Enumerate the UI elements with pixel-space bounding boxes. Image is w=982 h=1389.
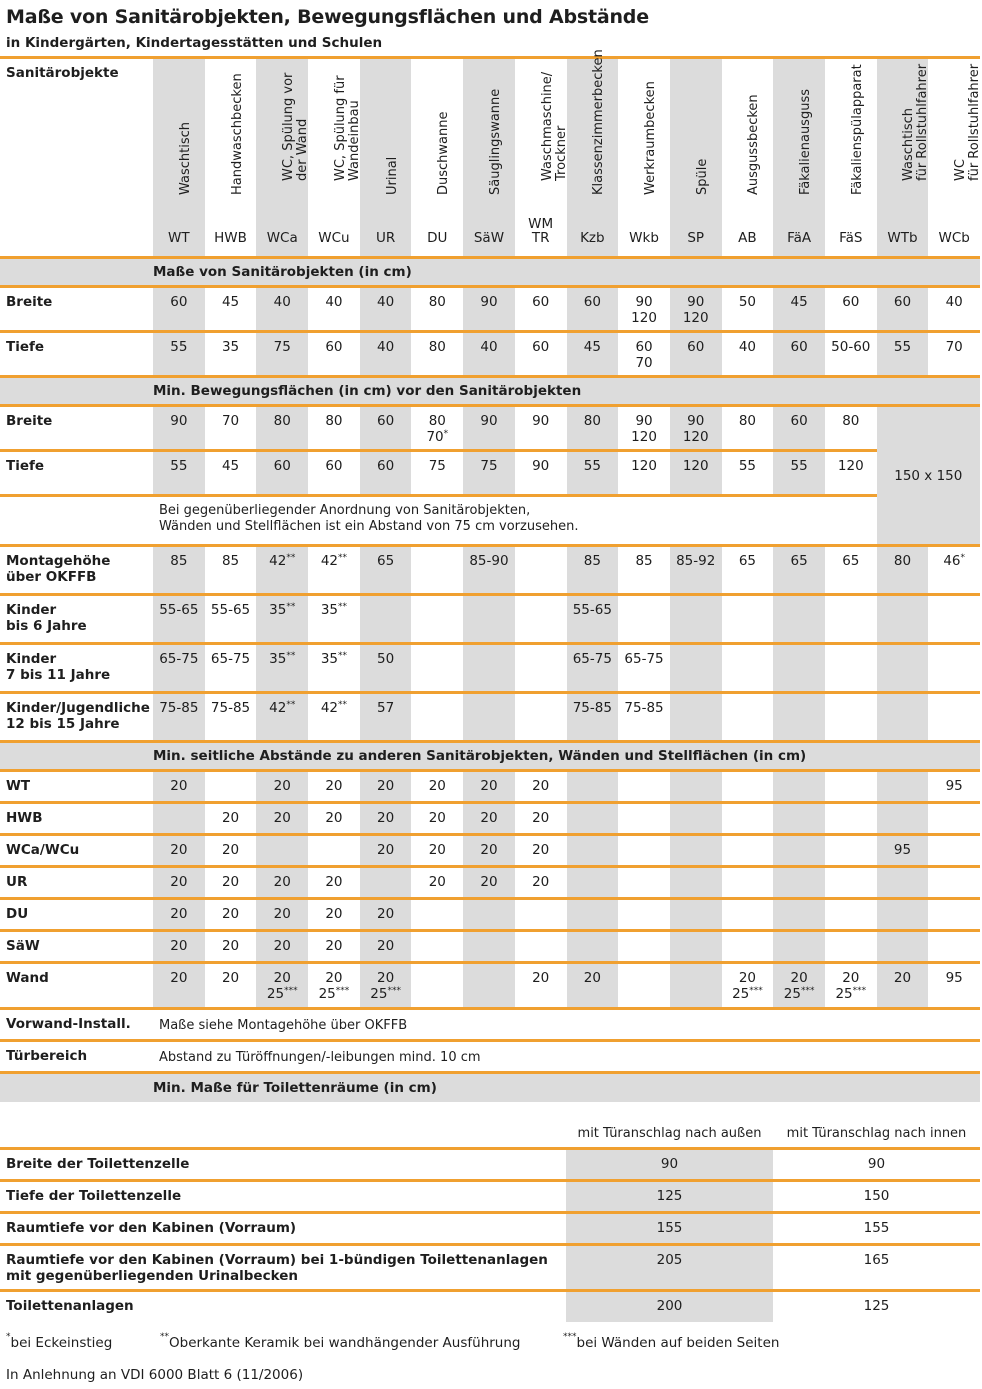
column-header: Ausgussbecken AB	[722, 58, 774, 258]
cell: 20	[463, 867, 515, 899]
toilet-row: Raumtiefe vor den Kabinen (Vorraum) 155 155	[0, 1212, 980, 1244]
column-header: Fäkalienausguss FäA	[773, 58, 825, 258]
tuer-label: Türbereich	[0, 1041, 153, 1073]
cell: 20	[308, 803, 360, 835]
column-header: Duschwanne DU	[411, 58, 463, 258]
cell: 60	[308, 332, 360, 377]
column-header: Säuglingswanne SäW	[463, 58, 515, 258]
cell	[825, 867, 877, 899]
cell	[463, 595, 515, 644]
cell: 75-85	[205, 693, 257, 742]
tuer-text: Abstand zu Türöffnungen/-leibungen mind. 10 cm	[153, 1041, 980, 1073]
cell: 20	[308, 867, 360, 899]
cell: 20	[205, 867, 257, 899]
sanitary-table	[0, 49, 982, 1102]
cell: 42**	[256, 546, 308, 595]
cell	[411, 931, 463, 963]
cell: 95	[928, 771, 980, 803]
toilet-row: Breite der Toilettenzelle 90 90	[0, 1148, 980, 1180]
cell: 20	[205, 899, 257, 931]
cell	[773, 899, 825, 931]
cell	[928, 595, 980, 644]
page-title: Maße von Sanitärobjekten, Bewegungsflächen und Abstände	[6, 6, 649, 28]
masse-row	[0, 287, 980, 332]
cell: 40	[722, 332, 774, 377]
cell: 65	[722, 546, 774, 595]
cell: 45	[205, 287, 257, 332]
cell	[463, 693, 515, 742]
cell: 60	[515, 287, 567, 332]
cell	[463, 931, 515, 963]
cell	[618, 867, 670, 899]
footnote-2: **Oberkante Keramik bei wandhängender Ausführung	[160, 1332, 521, 1351]
cell: 20 25***	[360, 963, 412, 1009]
cell: 20 25***	[308, 963, 360, 1009]
cell: 65-75	[567, 644, 619, 693]
cell	[825, 771, 877, 803]
toilet-header: mit Türanschlag nach außen	[566, 1118, 773, 1148]
column-header: Klassenzimmerbecken Kzb	[567, 58, 619, 258]
cell	[515, 644, 567, 693]
cell: 20	[153, 931, 205, 963]
distance-row	[0, 771, 980, 803]
cell: 85	[567, 546, 619, 595]
cell	[411, 546, 463, 595]
cell	[308, 835, 360, 867]
cell: 80	[877, 546, 929, 595]
cell: 35**	[256, 595, 308, 644]
cell: 20	[360, 931, 412, 963]
masse-row	[0, 332, 980, 377]
cell: 90 120	[670, 287, 722, 332]
cell	[670, 803, 722, 835]
cell: 60	[515, 332, 567, 377]
cell	[773, 835, 825, 867]
cell	[877, 693, 929, 742]
cell	[205, 771, 257, 803]
cell	[670, 835, 722, 867]
cell	[825, 899, 877, 931]
cell: 75-85	[153, 693, 205, 742]
distance-row	[0, 931, 980, 963]
cell: 60	[567, 287, 619, 332]
cell: 20	[463, 835, 515, 867]
cell: 40	[463, 332, 515, 377]
cell: 20	[153, 771, 205, 803]
cell: 50	[722, 287, 774, 332]
cell: 40	[308, 287, 360, 332]
cell	[825, 835, 877, 867]
cell	[515, 693, 567, 742]
cell: 42**	[256, 693, 308, 742]
cell	[567, 803, 619, 835]
cell: 20	[515, 803, 567, 835]
cell: 42**	[308, 693, 360, 742]
cell: 20	[205, 963, 257, 1009]
bewegung-row: Breite 90 70 80 80 60 80 70* 90 90 80 90 120 90 120 80 60 80 150 x 150	[0, 406, 980, 451]
cell: 20	[515, 835, 567, 867]
cell	[256, 835, 308, 867]
cell: 20	[153, 963, 205, 1009]
cell	[463, 963, 515, 1009]
cell	[877, 803, 929, 835]
cell: 20	[308, 899, 360, 931]
row-label: WCa/WCu	[0, 835, 153, 867]
cell: 20	[256, 867, 308, 899]
cell	[411, 595, 463, 644]
cell: 80	[411, 332, 463, 377]
cell	[722, 771, 774, 803]
cell: 40	[928, 287, 980, 332]
row-label: Kinder bis 6 Jahre	[0, 595, 153, 644]
row-label: Montagehöhe über OKFFB	[0, 546, 153, 595]
footnote-1: *bei Eckeinstieg	[6, 1332, 113, 1351]
cell	[877, 867, 929, 899]
cell	[877, 771, 929, 803]
cell	[411, 899, 463, 931]
cell: 20	[308, 771, 360, 803]
cell	[928, 835, 980, 867]
cell: 20	[256, 803, 308, 835]
cell: 20	[463, 771, 515, 803]
cell	[567, 771, 619, 803]
cell: 65-75	[153, 644, 205, 693]
column-header: WC, Spülung vor der Wand WCa	[256, 58, 308, 258]
cell: 20	[360, 803, 412, 835]
distance-row	[0, 835, 980, 867]
source-note: In Anlehnung an VDI 6000 Blatt 6 (11/2006)	[6, 1367, 304, 1383]
cell	[722, 899, 774, 931]
cell	[825, 803, 877, 835]
cell	[670, 644, 722, 693]
cell: 60	[825, 287, 877, 332]
cell: 20	[411, 771, 463, 803]
cell: 65-75	[205, 644, 257, 693]
row-label: Tiefe	[0, 332, 153, 377]
bewegung-row: Tiefe 55 45 60 60 60 75 75 90 55 120 120 55 55 120	[0, 451, 980, 496]
column-header: Spüle SP	[670, 58, 722, 258]
cell	[618, 899, 670, 931]
cell	[411, 693, 463, 742]
cell: 57	[360, 693, 412, 742]
cell: 85	[205, 546, 257, 595]
row-label: UR	[0, 867, 153, 899]
cell: 20 25***	[256, 963, 308, 1009]
cell	[825, 644, 877, 693]
cell: 20	[205, 931, 257, 963]
cell	[360, 595, 412, 644]
cell: 20 25***	[722, 963, 774, 1009]
toilet-row: Toilettenanlagen 200 125	[0, 1290, 980, 1322]
cell	[670, 595, 722, 644]
cell: 35	[205, 332, 257, 377]
cell: 50	[360, 644, 412, 693]
cell: 65	[825, 546, 877, 595]
cell: 20	[360, 771, 412, 803]
cell	[825, 693, 877, 742]
cell	[670, 963, 722, 1009]
cell	[153, 803, 205, 835]
column-header: WC, Spülung für Wandeinbau WCu	[308, 58, 360, 258]
cell	[515, 899, 567, 931]
toilet-header: mit Türanschlag nach innen	[773, 1118, 980, 1148]
cell	[618, 771, 670, 803]
height-row	[0, 644, 980, 693]
cell: 20	[205, 835, 257, 867]
cell	[515, 931, 567, 963]
cell: 20	[877, 963, 929, 1009]
cell: 75-85	[567, 693, 619, 742]
toilet-row: Tiefe der Toilettenzelle 125 150	[0, 1180, 980, 1212]
cell: 20	[515, 771, 567, 803]
cell: 80	[411, 287, 463, 332]
cell: 20	[411, 835, 463, 867]
cell	[722, 595, 774, 644]
row-label: Kinder/Jugendliche 12 bis 15 Jahre	[0, 693, 153, 742]
cell: 50-60	[825, 332, 877, 377]
cell	[722, 931, 774, 963]
cell: 46*	[928, 546, 980, 595]
row-label: HWB	[0, 803, 153, 835]
cell: 60	[877, 287, 929, 332]
distance-row	[0, 899, 980, 931]
cell	[515, 546, 567, 595]
cell	[722, 867, 774, 899]
cell: 60	[670, 332, 722, 377]
cell	[463, 899, 515, 931]
cell	[463, 644, 515, 693]
row-label: Kinder 7 bis 11 Jahre	[0, 644, 153, 693]
cell	[773, 803, 825, 835]
cell	[928, 693, 980, 742]
cell: 35**	[308, 595, 360, 644]
cell: 35**	[256, 644, 308, 693]
cell	[360, 867, 412, 899]
column-header: Urinal UR	[360, 58, 412, 258]
section-toilette: Min. Maße für Toilettenräume (in cm)	[153, 1073, 980, 1102]
cell	[877, 644, 929, 693]
column-header: Waschtisch WT	[153, 58, 205, 258]
cell: 20	[515, 963, 567, 1009]
cell: 65-75	[618, 644, 670, 693]
cell	[567, 835, 619, 867]
column-header: Werkraumbecken Wkb	[618, 58, 670, 258]
cell: 40	[256, 287, 308, 332]
column-header: Waschmaschine/ Trockner WM TR	[515, 58, 567, 258]
cell: 20	[153, 835, 205, 867]
cell: 20 25***	[825, 963, 877, 1009]
cell	[618, 803, 670, 835]
cell	[722, 835, 774, 867]
cell: 20 25***	[773, 963, 825, 1009]
cell: 75	[256, 332, 308, 377]
cell: 85-92	[670, 546, 722, 595]
cell	[567, 899, 619, 931]
height-row	[0, 693, 980, 742]
cell	[928, 803, 980, 835]
cell	[825, 931, 877, 963]
cell	[567, 867, 619, 899]
column-header: Waschtisch für Rollstuhlfahrer WTb	[877, 58, 929, 258]
cell: 20	[153, 867, 205, 899]
cell: 45	[567, 332, 619, 377]
bewegung-note: Bei gegenüberliegender Anordnung von Sanitärobjekten, Wänden und Stellflächen ist ein Abstand von 75 cm vorzusehen.	[153, 496, 877, 546]
cell	[618, 963, 670, 1009]
cell	[928, 644, 980, 693]
cell	[618, 595, 670, 644]
distance-row	[0, 867, 980, 899]
cell: 95	[928, 963, 980, 1009]
cell	[722, 693, 774, 742]
cell: 85-90	[463, 546, 515, 595]
cell: 42**	[308, 546, 360, 595]
cell	[928, 899, 980, 931]
row-label: Wand	[0, 963, 153, 1009]
cell: 55-65	[205, 595, 257, 644]
footnote-3: ***bei Wänden auf beiden Seiten	[563, 1332, 780, 1351]
row-label: WT	[0, 771, 153, 803]
cell: 20	[256, 771, 308, 803]
vorwand-label: Vorwand-Install.	[0, 1009, 153, 1041]
cell: 20	[463, 803, 515, 835]
cell: 65	[360, 546, 412, 595]
header-label: Sanitärobjekte	[0, 58, 153, 258]
cell: 60	[153, 287, 205, 332]
height-row	[0, 595, 980, 644]
cell	[670, 867, 722, 899]
cell: 70	[928, 332, 980, 377]
section-abstaende: Min. seitliche Abstände zu anderen Sanitärobjekten, Wänden und Stellflächen (in cm)	[153, 742, 980, 771]
cell	[877, 931, 929, 963]
cell: 20	[153, 899, 205, 931]
cell	[670, 771, 722, 803]
cell	[877, 899, 929, 931]
cell	[515, 595, 567, 644]
cell: 55-65	[153, 595, 205, 644]
cell	[411, 963, 463, 1009]
row-label: SäW	[0, 931, 153, 963]
cell	[773, 595, 825, 644]
distance-row	[0, 803, 980, 835]
cell: 60 70	[618, 332, 670, 377]
cell	[618, 835, 670, 867]
cell: 60	[773, 332, 825, 377]
cell: 45	[773, 287, 825, 332]
toilet-row: Raumtiefe vor den Kabinen (Vorraum) bei 1-bündigen Toilettenanlagen mit gegenüberliegenden Urinalbecken 205 165	[0, 1244, 980, 1290]
cell: 20	[411, 803, 463, 835]
cell: 40	[360, 287, 412, 332]
row-label: DU	[0, 899, 153, 931]
cell: 20	[567, 963, 619, 1009]
cell: 20	[360, 899, 412, 931]
column-header: Handwaschbecken HWB	[205, 58, 257, 258]
cell	[670, 693, 722, 742]
cell	[773, 644, 825, 693]
cell: 55	[153, 332, 205, 377]
cell	[825, 595, 877, 644]
cell: 85	[618, 546, 670, 595]
cell: 75-85	[618, 693, 670, 742]
cell: 20	[411, 867, 463, 899]
cell	[722, 803, 774, 835]
vorwand-text: Maße siehe Montagehöhe über OKFFB	[153, 1009, 980, 1041]
cell: 20	[360, 835, 412, 867]
cell	[928, 867, 980, 899]
column-header: WC für Rollstuhlfahrer WCb	[928, 58, 980, 258]
cell: 65	[773, 546, 825, 595]
cell: 20	[256, 899, 308, 931]
cell: 55-65	[567, 595, 619, 644]
cell: 20	[256, 931, 308, 963]
cell: 95	[877, 835, 929, 867]
cell: 90	[463, 287, 515, 332]
cell	[670, 899, 722, 931]
cell: 20	[515, 867, 567, 899]
toilet-room-table	[0, 1118, 980, 1322]
cell: 40	[360, 332, 412, 377]
cell: 90 120	[618, 287, 670, 332]
cell	[773, 771, 825, 803]
column-header: Fäkalienspülapparat FäS	[825, 58, 877, 258]
cell	[773, 867, 825, 899]
cell: 35**	[308, 644, 360, 693]
cell: 20	[308, 931, 360, 963]
distance-row	[0, 963, 980, 1009]
cell	[928, 931, 980, 963]
page-subtitle: in Kindergärten, Kindertagesstätten und Schulen	[6, 35, 383, 51]
cell: 85	[153, 546, 205, 595]
cell	[773, 693, 825, 742]
wheelchair-area: 150 x 150	[877, 406, 980, 546]
row-label: Breite	[0, 287, 153, 332]
cell	[877, 595, 929, 644]
cell	[773, 931, 825, 963]
height-row	[0, 546, 980, 595]
section-bewegung: Min. Bewegungsflächen (in cm) vor den Sanitärobjekten	[153, 377, 980, 406]
cell: 20	[205, 803, 257, 835]
cell	[722, 644, 774, 693]
cell	[618, 931, 670, 963]
cell	[411, 644, 463, 693]
cell: 55	[877, 332, 929, 377]
cell	[567, 931, 619, 963]
section-masse: Maße von Sanitärobjekten (in cm)	[153, 258, 980, 287]
cell	[670, 931, 722, 963]
